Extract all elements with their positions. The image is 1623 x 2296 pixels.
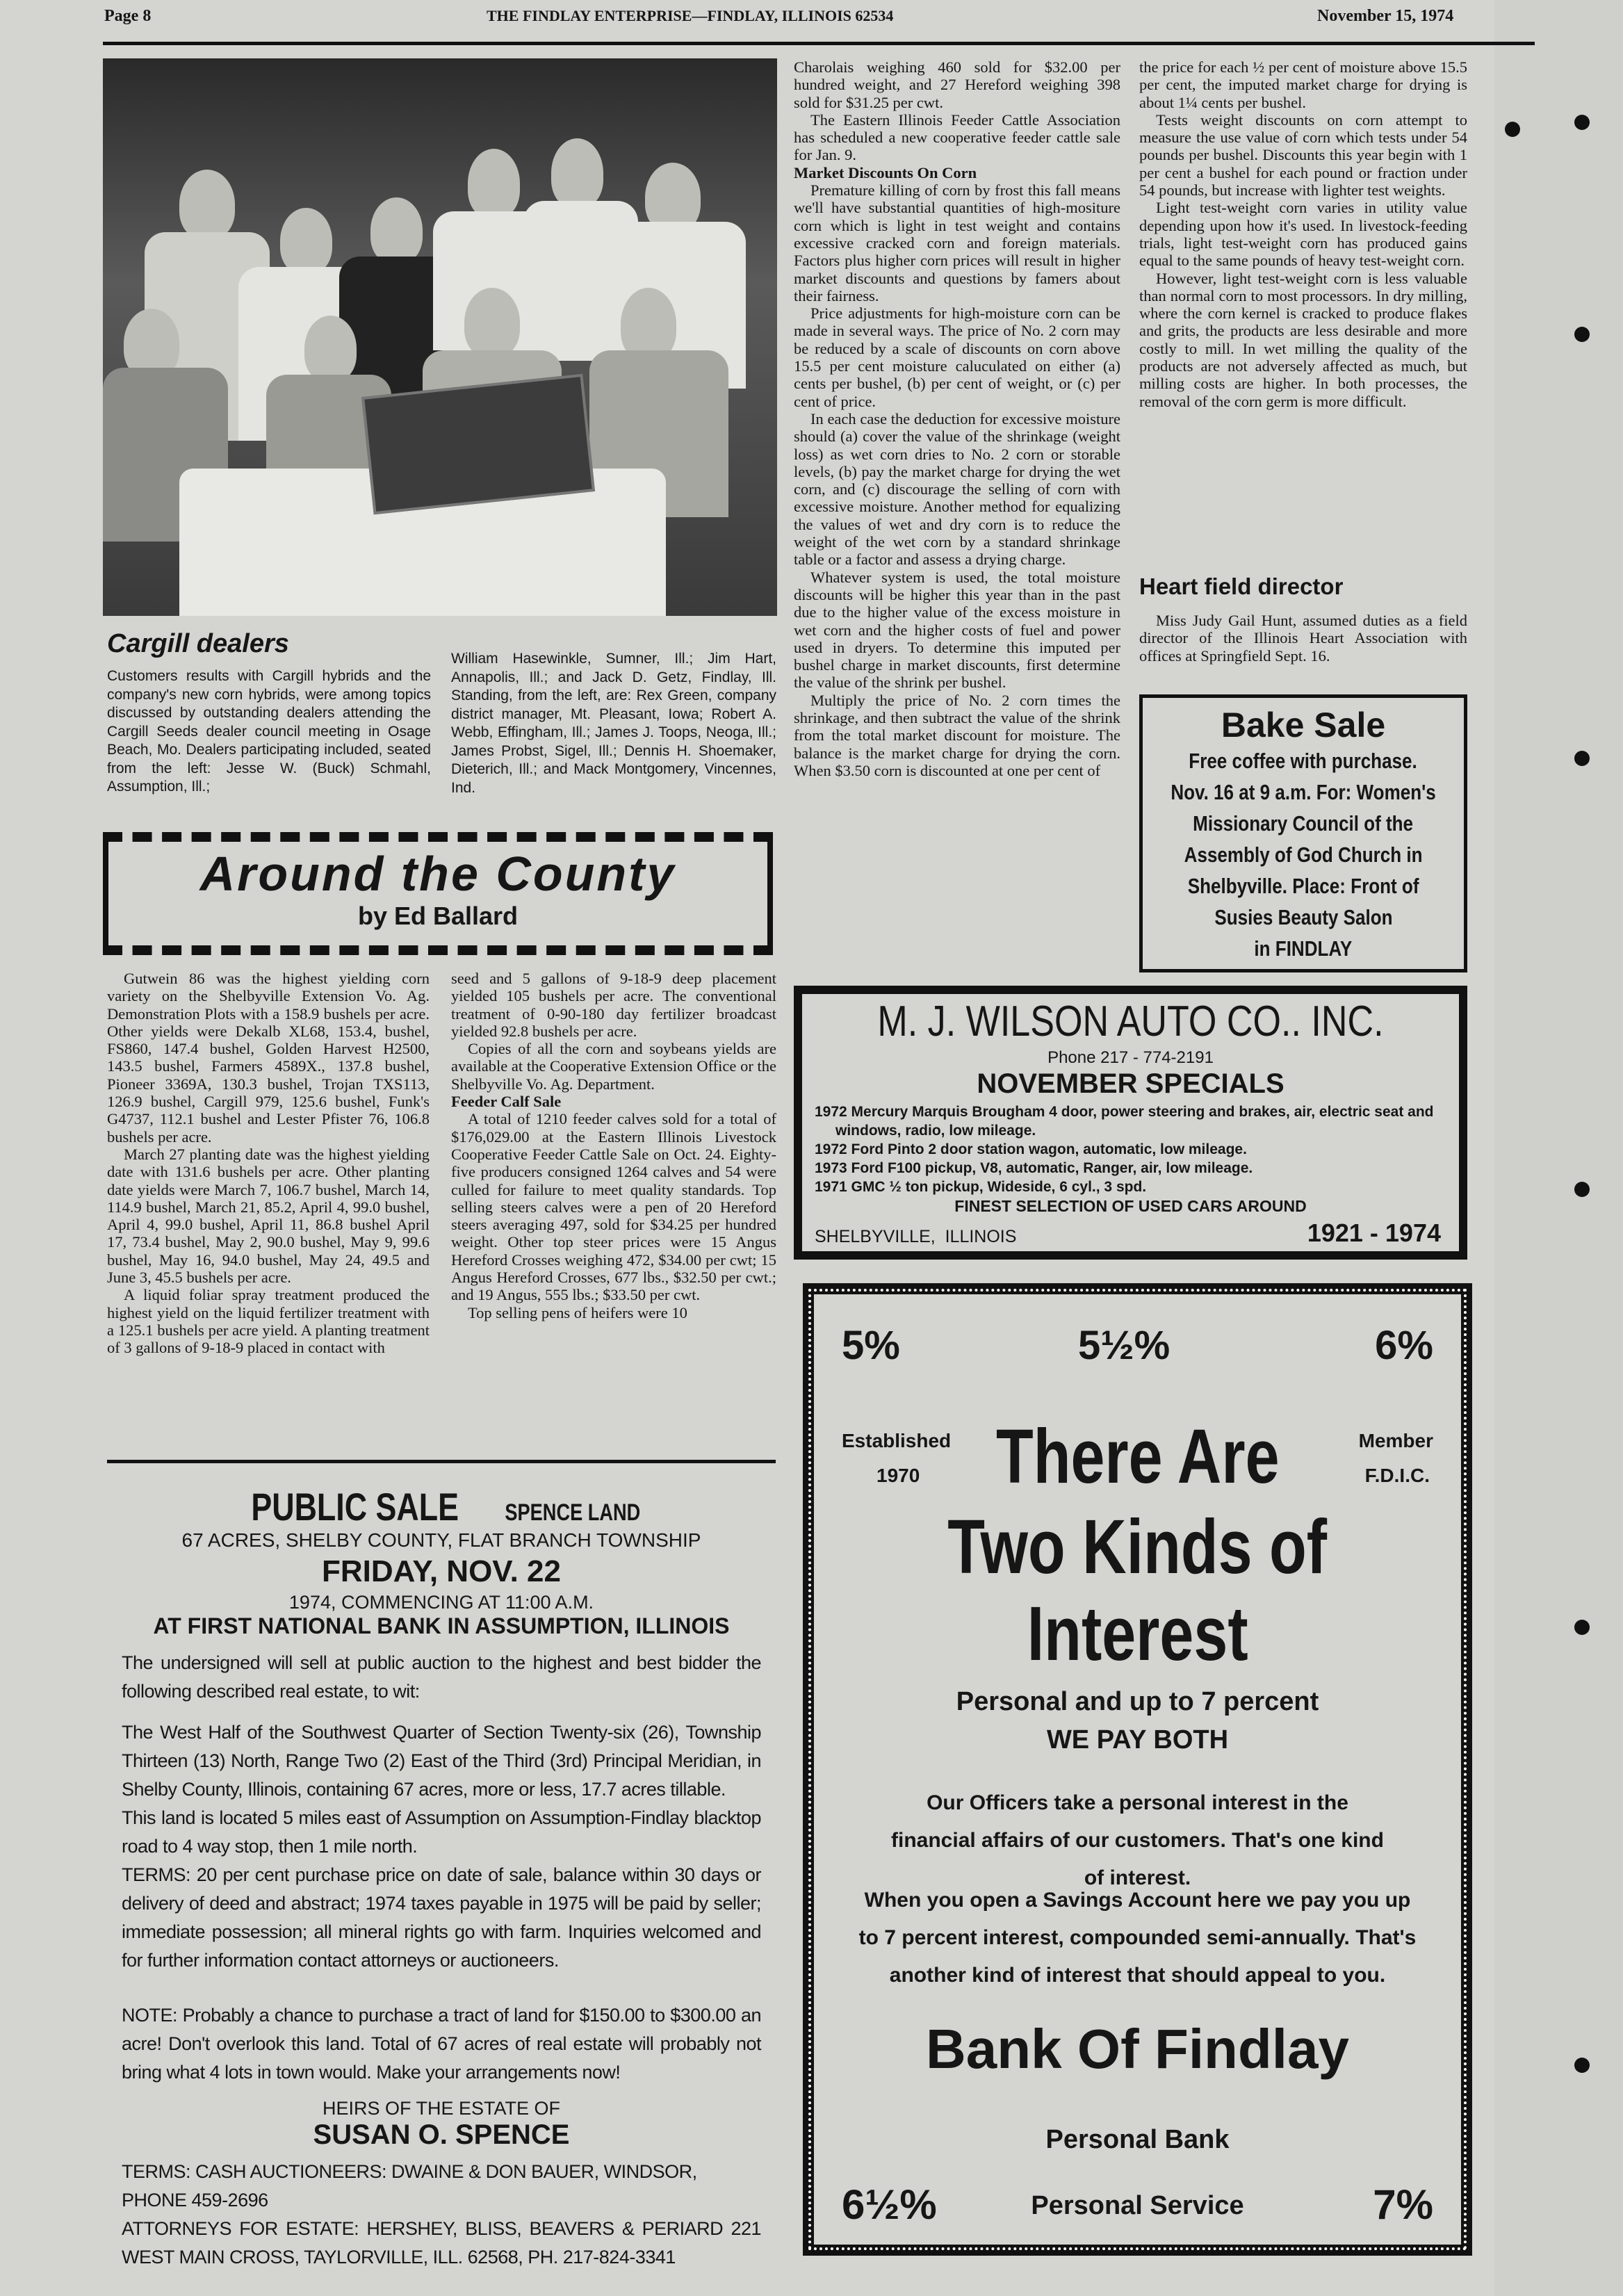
sale-place: AT FIRST NATIONAL BANK IN ASSUMPTION, ILLINOIS <box>153 1613 730 1638</box>
headline-interest <box>814 1590 1461 1678</box>
established-label: Established <box>842 1430 952 1451</box>
car-item: 1973 Ford F100 pickup, V8, automatic, Ranger, air, low mileage. <box>815 1160 1253 1176</box>
binder-hole <box>1574 115 1590 130</box>
binder-hole <box>1574 1620 1590 1635</box>
sale-date: FRIDAY, NOV. 22 <box>321 1554 561 1588</box>
rate-5-5: 5½% <box>1078 1323 1171 1368</box>
specials-heading: NOVEMBER SPECIALS <box>977 1068 1284 1099</box>
public-sale-subtitle: SPENCE LAND <box>505 1499 641 1526</box>
car-item: 1972 Mercury Marquis Brougham 4 door, power steering and brakes, air, electric seat and windows, radio, low mileage. <box>815 1104 1434 1139</box>
paragraph: Premature killing of corn by frost this fall means we'll have substantial quantities of high-mositure corn which is light in test weight and contains excessive cracked corn and foreign materials. Factors plus higher corn prices will result in higher market discounts and questions by famers about their fairness. <box>794 181 1120 304</box>
rate-7: 7% <box>1373 2181 1433 2228</box>
heirs-label: HEIRS OF THE ESTATE OF <box>322 2098 561 2119</box>
heart-headline: Heart field director <box>1139 573 1344 599</box>
car-item: 1972 Ford Pinto 2 door station wagon, automatic, low mileage. <box>815 1141 1247 1157</box>
article-column-4 <box>1139 58 1467 410</box>
article-column-3 <box>794 58 1120 779</box>
headline-line: Interest <box>1027 1591 1248 1677</box>
paragraph: Copies of all the corn and soybeans yields are available at the Cooperative Extension Office or the Shelbyville Vo. Ag. Department. <box>451 1040 776 1093</box>
auctioneers: TERMS: CASH AUCTIONEERS: DWAINE & DON BAUER, WINDSOR, PHONE 459-2696 <box>122 2161 697 2210</box>
paragraph: A liquid foliar spray treatment produced the highest yield on the liquid fertilizer treatment with a 125.1 bushels per acre yield. A planting treatment of 3 gallons of 9-18-9 placed in contact with <box>107 1286 430 1357</box>
paragraph: Charolais weighing 460 sold for $32.00 per hundred weight, and 27 Hereford weighing 398 sold for $31.25 per cwt. <box>794 58 1120 111</box>
heart-article <box>1139 612 1467 665</box>
article-column-2 <box>451 970 776 1321</box>
paragraph: the price for each ½ per cent of moisture above 15.5 per cent, the imputed market charge for drying is about 1¼ cents per bushel. <box>1139 58 1467 111</box>
photo-caption-continued: William Hasewinkle, Sumner, Ill.; Jim Hart, Annapolis, Ill.; and Jack D. Getz, Findlay, Ill. Standing, from the left, are: Rex Green, company district manager, Mt. Pleasant, Iowa; Robert A. Webb, Effingham, Ill.; James J. Toops, Neoga, Ill.; James Probst, Sigel, Ill.; Dennis H. Shoemaker, Dieterich, Ill.; and Mack Montgomery, Vincennes, Ind. <box>451 651 776 796</box>
masthead: THE FINDLAY ENTERPRISE—FINDLAY, ILLINOIS 62534 <box>487 7 894 24</box>
line: Free coffee with purchase. <box>1189 749 1418 773</box>
paragraph: A total of 1210 feeder calves sold for a total of $176,029.00 at the Eastern Illinois Livestock Cooperative Feeder Cattle Sale on Oct. 24. Eighty-five producers consigned 1264 calves and 54 were culled for failure to meet quality standards. Top selling steers calves were a pen of 20 Hereford steers averaging 497, sold for $34.25 per hundred weight. Other top steer prices were 15 Angus Hereford Crosses weighing 472, $34.00 per cwt; 15 Angus Hereford Crosses, 677 lbs., $32.50 per cwt.; and 19 Angus, 555 lbs.; $33.50 per cwt. <box>451 1110 776 1304</box>
cargill-dealers-photo <box>103 58 777 616</box>
tagline: FINEST SELECTION OF USED CARS AROUND <box>954 1197 1307 1215</box>
paragraph: March 27 planting date was the highest yielding date with 131.6 bushels per acre. Other planting date yields were March 7, 106.7 bushel, March 14, 114.9 bushel, March 21, 85.2, April 4, 99.0 bushel, April 4, 99.0 bushel, April 11, 86.8 bushel April 17, 73.4 bushel, May 2, 90.0 bushel, May 9, 99.6 bushel, May 16, 94.0 bushel, May 24, 49.5 and June 3, 45.5 bushels per acre. <box>107 1145 430 1287</box>
binder-hole <box>1574 1182 1590 1197</box>
binder-hole <box>1505 122 1520 137</box>
rate-6: 6% <box>1375 1323 1433 1368</box>
headline-there-are <box>981 1412 1294 1501</box>
fdic-label: F.D.I.C. <box>1364 1465 1430 1486</box>
line: Shelbyville. Place: Front of <box>1187 874 1419 898</box>
established-year: 1970 <box>876 1465 920 1486</box>
car-item: 1971 GMC ½ ton pickup, Wideside, 6 cyl., 3 spd. <box>815 1179 1147 1195</box>
subhead: Market Discounts On Corn <box>794 163 977 181</box>
paragraph: Gutwein 86 was the highest yielding corn variety on the Shelbyville Extension Vo. Ag. Demonstration Plots with a 158.9 bushels per acre. Other yields were Dekalb XL68, 153.4, bushel, FS860, 147.4 bushel, Golden Harvest H2500, 143.5 bushel, Farmers 4589X., 137.8 bushel, Pioneer 3369A, 130.3 bushel, Trojan TXS113, 126.9 bushel, Cargill 979, 125.6 bushel, Funk's G4737, 112.1 bushel and Lester Pfister 76, 106.8 bushels per acre. <box>107 970 430 1146</box>
ad-footer <box>815 1219 1446 1247</box>
personal-bank: Personal Bank <box>1045 2125 1230 2154</box>
line: Assembly of God Church in <box>1184 842 1423 867</box>
paragraph: In each case the deduction for excessive moisture should (a) cover the value of the shrinkage (weight loss) as wet corn dries to No. 2 corn or storable levels, (b) pay the market charge for drying the wet corn, and (c) discourage the selling of corn with excessive moisture. Another method for equalizing the values of wet and dry corn is to reduce the weight of the wet corn by a standard shrinkage table or a factor and assess a drying charge. <box>794 409 1120 569</box>
dealer-name-row <box>815 998 1446 1045</box>
bank-name: Bank Of Findlay <box>926 2018 1349 2080</box>
dealer-phone: Phone 217 - 774-2191 <box>1047 1048 1214 1067</box>
photo-caption-title: Cargill dealers <box>107 629 289 658</box>
personal-service: Personal Service <box>1031 2191 1244 2220</box>
sale-note: NOTE: Probably a chance to purchase a tract of land for $150.00 to $300.00 an acre! Don't overlook this land. Total of 67 acres of real estate will probably not bring what 4 lots in town would. Make your arrangements now! <box>122 2005 761 2083</box>
rate-5: 5% <box>842 1323 900 1368</box>
bake-sale-ad <box>1139 694 1467 972</box>
section-rule <box>107 1460 776 1463</box>
attorneys: ATTORNEYS FOR ESTATE: HERSHEY, BLISS, BEAVERS & PERIARD 221 WEST MAIN CROSS, TAYLORVILLE, ILL. 62568, PH. 217-824-3341 <box>122 2218 761 2267</box>
column-title: Around the County <box>199 847 676 901</box>
public-sale-ad <box>122 1477 761 2272</box>
dealer-name: M. J. WILSON AUTO CO.. INC. <box>877 998 1384 1045</box>
binder-hole <box>1574 2058 1590 2073</box>
bank-body-2: When you open a Savings Account here we pay you up to 7 percent interest, compounded semi-annually. That's another kind of interest that should appeal to you. <box>858 1889 1417 1987</box>
rate-6-5: 6½% <box>842 2181 937 2228</box>
line: in FINDLAY <box>1254 936 1353 961</box>
line: Susies Beauty Salon <box>1214 905 1393 929</box>
paragraph: Miss Judy Gail Hunt, assumed duties as a field director of the Illinois Heart Association with offices at Springfield Sept. 16. <box>1139 612 1467 665</box>
paragraph: Whatever system is used, the total moisture discounts will be higher this year than in the past due to the higher value of the excess moisture in wet corn and the higher costs of fuel and power used in dryers. To determine this imputed per bushel charge in market discounts, first determine the value of the shrink per bushel. <box>794 568 1120 692</box>
bake-sale-details <box>1143 745 1464 964</box>
paragraph: Tests weight discounts on corn attempt to measure the use value of corn which tests under 54 pounds per bushel. Discounts this year begin with 1 per cent a bushel for each pound or fraction under 54 pounds, but increase with lighter test weights. <box>1139 111 1467 200</box>
member-label: Member <box>1358 1430 1433 1451</box>
paragraph: seed and 5 gallons of 9-18-9 deep placement yielded 105 bushels per acre. The conventional treatment of 0-90-180 day fertilizer broadcast yielded 92.8 bushels per acre. <box>451 970 776 1040</box>
bank-body-1: Our Officers take a personal interest in the financial affairs of our customers. That's one kind of interest. <box>891 1791 1384 1889</box>
line: Nov. 16 at 9 a.m. For: Women's <box>1171 780 1436 804</box>
we-pay-both: WE PAY BOTH <box>1046 1725 1229 1754</box>
sale-legal-description: The West Half of the Southwest Quarter of Section Twenty-six (26), Township Thirteen (13) North, Range Two (2) East of the Third (3rd) Principal Meridian, in Shelby County, Illinois, containing 67 acres, more or less, 17.7 acres tillable. <box>122 1722 761 1800</box>
owner-name: SUSAN O. SPENCE <box>313 2119 570 2150</box>
sale-terms: TERMS: 20 per cent purchase price on date of sale, balance within 30 days or delivery of deed and abstract; 1974 taxes payable in 1975 will be paid by seller; immediate possession; all mineral rights go with farm. Inquiries welcomed and for further information contact attorneys or auctioneers. <box>122 1864 761 1971</box>
sale-location: 67 ACRES, SHELBY COUNTY, FLAT BRANCH TOWNSHIP <box>181 1529 701 1551</box>
paragraph: Top selling pens of heifers were 10 <box>468 1303 687 1321</box>
public-sale-title: PUBLIC SALE <box>251 1485 459 1529</box>
subhead: Feeder Calf Sale <box>451 1093 562 1111</box>
paragraph: Light test-weight corn varies in utility value depending upon how it's used. In livestock-feeding trials, light test-weight corn has produced gains equal to the same pounds of heavy test-weight corn. <box>1139 199 1467 270</box>
header-rule <box>103 42 1535 45</box>
headline-line: Two Kinds of <box>947 1504 1328 1590</box>
sale-time: 1974, COMMENCING AT 11:00 A.M. <box>288 1592 594 1613</box>
headline-two-kinds <box>814 1503 1461 1591</box>
column-header-box <box>103 832 773 955</box>
dealer-years: 1921 - 1974 <box>1307 1219 1441 1247</box>
wilson-auto-ad <box>794 986 1467 1260</box>
article-column-1 <box>107 970 430 1357</box>
headline-line: There Are <box>995 1414 1280 1499</box>
paragraph: Multiply the price of No. 2 corn times the shrinkage, and then subtract the value of the shrink from the total market discount for moisture. The balance is the market charge for drying the corn. When $3.50 corn is discounted at one per cent of <box>794 691 1120 779</box>
sale-directions: This land is located 5 miles east of Assumption on Assumption-Findlay blacktop road to 4 way stop, then 1 mile north. <box>122 1807 761 1857</box>
sale-intro: The undersigned will sell at public auction to the highest and best bidder the following described real estate, to wit: <box>122 1652 761 1702</box>
bake-sale-title: Bake Sale <box>1221 706 1386 744</box>
page-margin <box>1494 0 1623 2296</box>
bank-subhead: Personal and up to 7 percent <box>956 1687 1319 1716</box>
paragraph: Price adjustments for high-moisture corn can be made in several ways. The price of No. 2 corn may be reduced by a scale of discounts on corn above 15.5 per cent moisture caluculated on either (a) cents per bushel, (b) per cent of weight, or (c) per cent of price. <box>794 304 1120 410</box>
issue-date: November 15, 1974 <box>1317 7 1454 25</box>
binder-hole <box>1574 327 1590 342</box>
bank-of-findlay-ad <box>803 1283 1472 2256</box>
paragraph: However, light test-weight corn is less valuable than normal corn to most processors. In dry milling, where the corn kernel is cracked to produce flakes and grits, the products are less desirable and more costly to mill. In wet milling the quality of the products are not adversely affected as much, but milling costs are higher. In both processes, the removal of the corn germ is more difficult. <box>1139 269 1467 410</box>
binder-hole <box>1574 751 1590 766</box>
car-list <box>815 1102 1446 1196</box>
line: Missionary Council of the <box>1193 811 1414 836</box>
column-byline: by Ed Ballard <box>357 902 519 930</box>
dealer-city: SHELBYVILLE, ILLINOIS <box>815 1227 1017 1246</box>
page-number: Page 8 <box>104 7 152 25</box>
paragraph: The Eastern Illinois Feeder Cattle Association has scheduled a new cooperative feeder cattle sale for Jan. 9. <box>794 111 1120 164</box>
photo-caption: Customers results with Cargill hybrids and the company's new corn hybrids, were among topics discussed by outstanding dealers attending the Cargill Seeds dealer council meeting in Osage Beach, Mo. Dealers participating included, seated from the left: Jesse W. (Buck) Schmahl, Assumption, Ill.; <box>107 668 431 795</box>
